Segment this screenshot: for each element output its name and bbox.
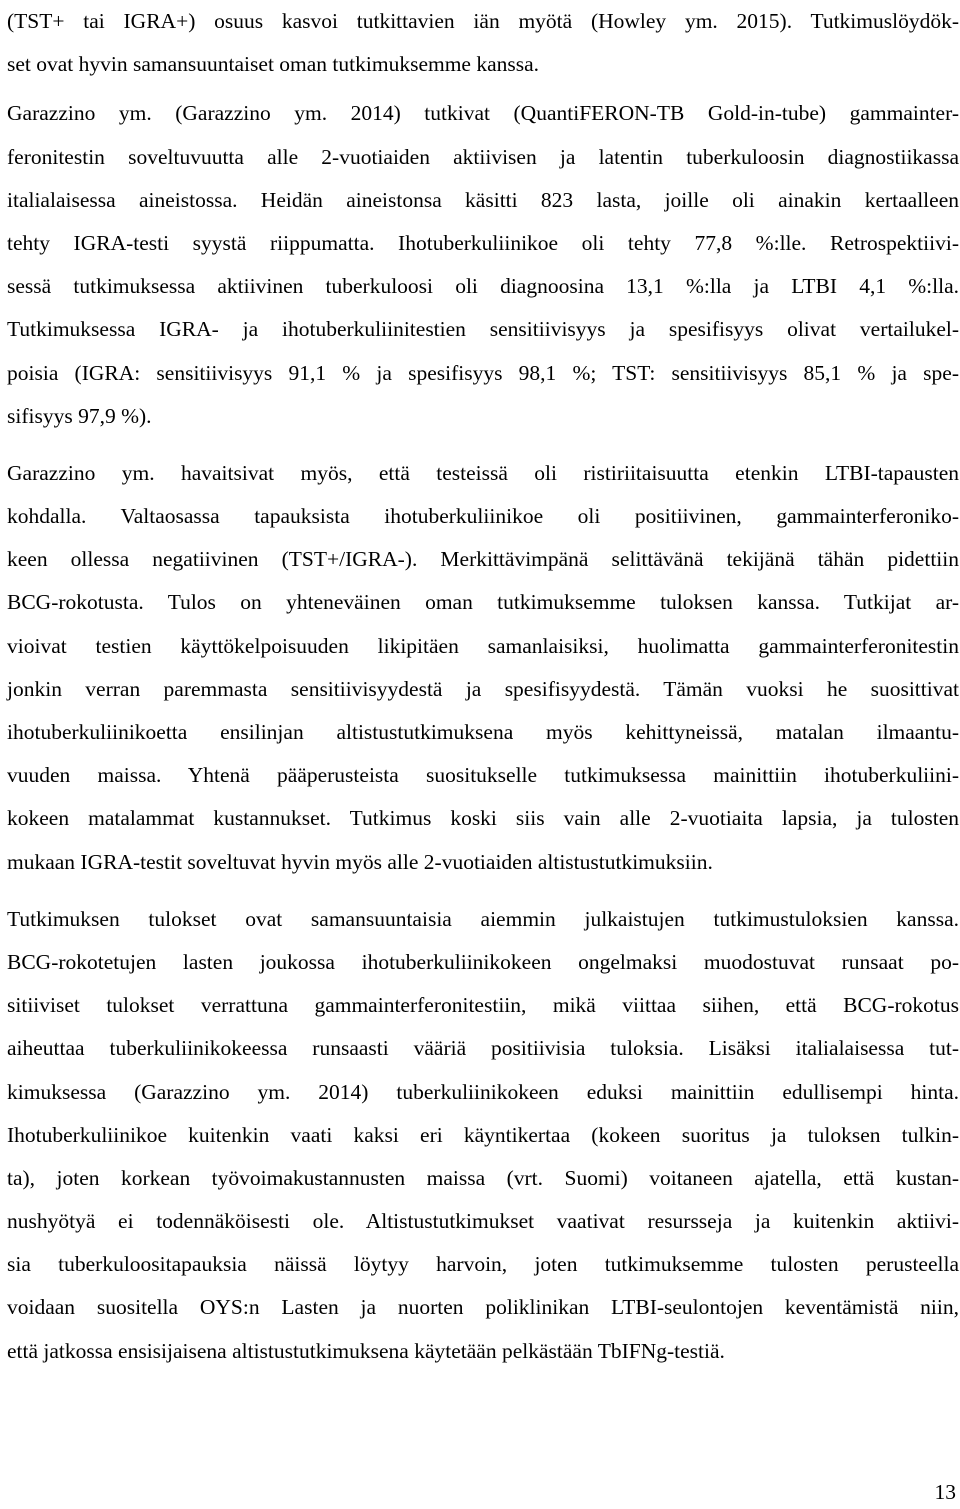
text-line: set ovat hyvin samansuuntaiset oman tutkimuksemme kanssa.	[7, 52, 540, 77]
text-line: vioivat testien käyttökelpoisuuden likipitäen samanlaisiksi, huolimatta gammainterferonitestin	[7, 633, 959, 658]
text-line: kokeen matalammat kustannukset. Tutkimus koski siis vain alle 2-vuotiaita lapsia, ja tulosten	[7, 806, 959, 831]
text-line: nushyötyä ei todennäköisesti ole. Altistustutkimukset vaativat resursseja ja kuitenkin aktiivi-	[7, 1209, 959, 1234]
paragraph-3	[7, 452, 959, 884]
text-line: että jatkossa ensisijaisena altistustutkimuksena käytetään pelkästään TbIFNg-testiä.	[7, 1338, 725, 1363]
paragraph-1	[7, 0, 959, 86]
text-line: sifisyys 97,9 %).	[7, 403, 152, 428]
page-number: 13	[934, 1480, 956, 1504]
text-line: (TST+ tai IGRA+) osuus kasvoi tutkittavien iän myötä (Howley ym. 2015). Tutkimuslöydök-	[7, 9, 959, 33]
text-line: jonkin verran paremmasta sensitiivisyydestä ja spesifisyydestä. Tämän vuoksi he suosittivat	[7, 676, 959, 701]
text-line: kimuksessa (Garazzino ym. 2014) tuberkuliinikokeen eduksi mainittiin edullisempi hinta.	[7, 1079, 959, 1104]
text-line: ihotuberkuliinikoetta ensilinjan altistustutkimuksena myös kehittyneissä, matalan ilmaantu-	[7, 720, 959, 744]
text-line: mukaan IGRA-testit soveltuvat hyvin myös alle 2-vuotiaiden altistustutkimuksiin.	[7, 849, 713, 874]
text-line: Garazzino ym. havaitsivat myös, että testeissä oli ristiriitaisuutta etenkin LTBI-tapausten	[7, 460, 959, 485]
text-line: BCG-rokotetujen lasten joukossa ihotuberkuliinikokeen ongelmaksi muodostuvat runsaat po-	[7, 949, 959, 974]
text-line: sitiiviset tulokset verrattuna gammainterferonitestiin, mikä viittaa siihen, että BCG-rokotus	[7, 993, 959, 1018]
document-page	[7, 0, 959, 1373]
text-line: vuuden maissa. Yhtenä pääperusteista suositukselle tutkimuksessa mainittiin ihotuberkuliini-	[7, 763, 959, 788]
text-line: BCG-rokotusta. Tulos on yhteneväinen oman tutkimuksemme tuloksen kanssa. Tutkijat ar-	[7, 590, 959, 615]
paragraph-4	[7, 898, 959, 1373]
text-line: sia tuberkuloositapauksia näissä löytyy harvoin, joten tutkimuksemme tulosten perusteella	[7, 1252, 959, 1277]
text-line: italialaisessa aineistossa. Heidän aineistonsa käsitti 823 lasta, joille oli ainakin kertaalleen	[7, 187, 959, 212]
text-line: keen ollessa negatiivinen (TST+/IGRA-). Merkittävimpänä selittävänä tekijänä tähän pidettiin	[7, 547, 959, 572]
text-line: ta), joten korkean työvoimakustannusten maissa (vrt. Suomi) voitaneen ajatella, että kustan-	[7, 1165, 959, 1190]
text-line: aiheuttaa tuberkuliinikokeessa runsaasti vääriä positiivisia tuloksia. Lisäksi italialaisessa tut-	[7, 1036, 959, 1061]
text-line: Garazzino ym. (Garazzino ym. 2014) tutkivat (QuantiFERON-TB Gold-in-tube) gammainter-	[7, 101, 959, 126]
text-line: Tutkimuksessa IGRA- ja ihotuberkuliinitestien sensitiivisyys ja spesifisyys olivat vertailukel-	[7, 317, 959, 342]
text-line: kohdalla. Valtaosassa tapauksista ihotuberkuliinikoe oli positiivinen, gammainterferoniko-	[7, 504, 959, 529]
text-line: sessä tutkimuksessa aktiivinen tuberkuloosi oli diagnoosina 13,1 %:lla ja LTBI 4,1 %:lla.	[7, 274, 959, 299]
text-line: voidaan suositella OYS:n Lasten ja nuorten poliklinikan LTBI-seulontojen keventämistä niin,	[7, 1295, 959, 1320]
text-line: Tutkimuksen tulokset ovat samansuuntaisia aiemmin julkaistujen tutkimustuloksien kanssa.	[7, 906, 959, 931]
paragraph-2	[7, 92, 959, 438]
text-line: poisia (IGRA: sensitiivisyys 91,1 % ja spesifisyys 98,1 %; TST: sensitiivisyys 85,1 % ja spe-	[7, 360, 959, 385]
text-line: Ihotuberkuliinikoe kuitenkin vaati kaksi eri käyntikertaa (kokeen suoritus ja tuloksen tulkin-	[7, 1122, 959, 1147]
text-line: feronitestin soveltuvuutta alle 2-vuotiaiden aktiivisen ja latentin tuberkuloosin diagnostiikassa	[7, 144, 959, 169]
text-line: tehty IGRA-testi syystä riippumatta. Ihotuberkuliinikoe oli tehty 77,8 %:lle. Retrospektiivi-	[7, 230, 959, 255]
